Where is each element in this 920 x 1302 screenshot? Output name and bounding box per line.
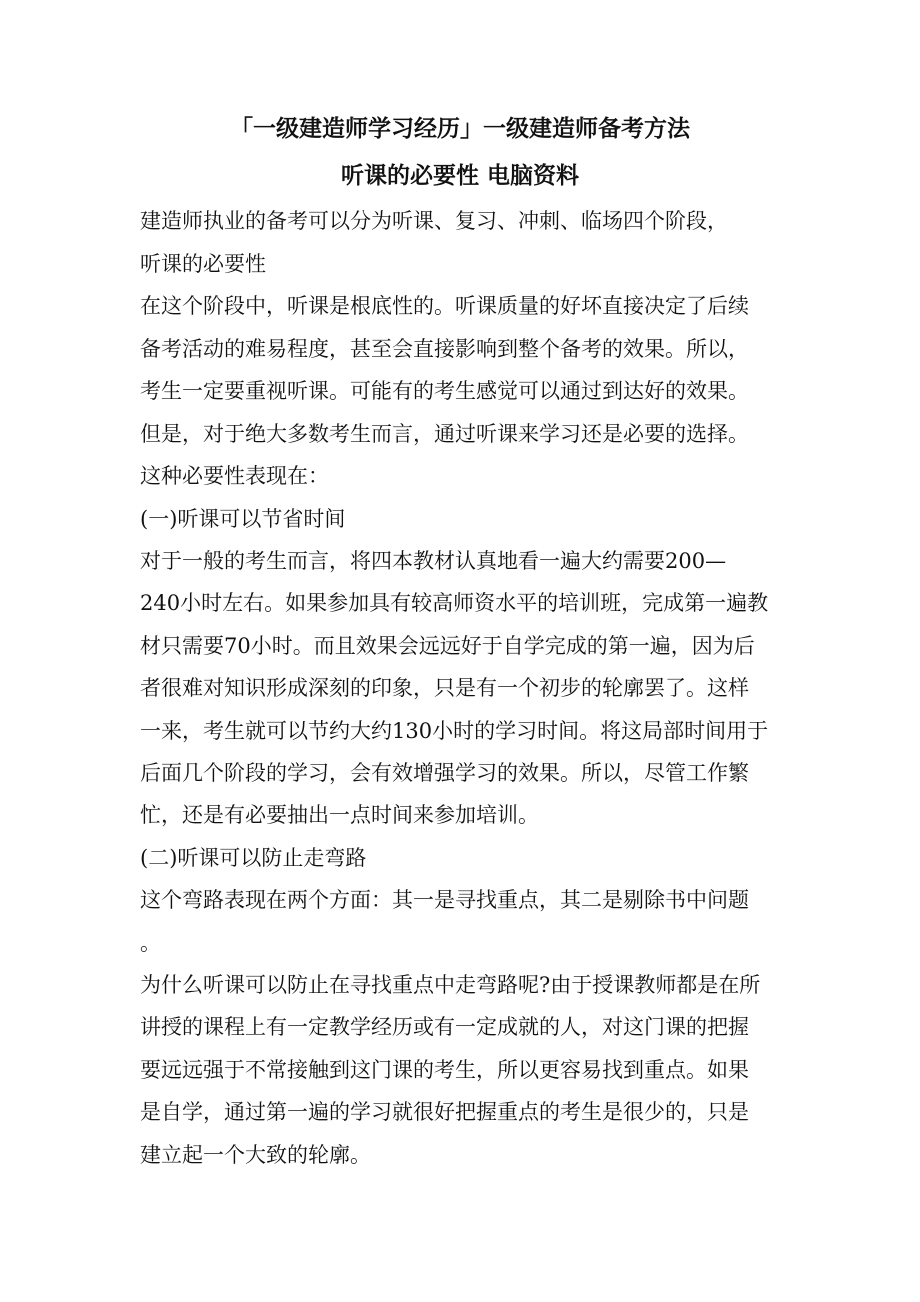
body-line: 后面几个阶段的学习，会有效增强学习的效果。所以，尽管工作繁 [140, 761, 749, 785]
body-line: 建造师执业的备考可以分为听课、复习、冲刺、临场四个阶段， [140, 209, 728, 233]
section-heading: (二)听课可以防止走弯路 [140, 846, 367, 870]
body-line: 是自学，通过第一遍的学习就很好把握重点的考生是很少的，只是 [140, 1100, 749, 1124]
body-line: 这种必要性表现在： [140, 464, 329, 488]
body-line: 建立起一个大致的轮廓。 [140, 1143, 371, 1167]
body-line: 备考活动的难易程度，甚至会直接影响到整个备考的效果。所以， [140, 337, 749, 361]
body-line: 材只需要70小时。而且效果会远远好于自学完成的第一遍，因为后 [140, 634, 755, 658]
body-line: 一来，考生就可以节约大约130小时的学习时间。将这局部时间用于 [140, 719, 769, 743]
body-line: 者很难对知识形成深刻的印象，只是有一个初步的轮廓罢了。这样 [140, 676, 749, 700]
section-heading: (一)听课可以节省时间 [140, 507, 346, 531]
document-title-line-1: 「一级建造师学习经历」一级建造师备考方法 [230, 116, 690, 142]
body-line: 这个弯路表现在两个方面：其一是寻找重点，其二是剔除书中问题 [140, 888, 749, 912]
body-line: 但是，对于绝大多数考生而言，通过听课来学习还是必要的选择。 [140, 422, 749, 446]
body-line: 对于一般的考生而言，将四本教材认真地看一遍大约需要200— [140, 549, 727, 573]
body-line: 240小时左右。如果参加具有较高师资水平的培训班，完成第一遍教 [140, 591, 769, 615]
body-line: 。 [140, 931, 161, 955]
document-title-line-2: 听课的必要性 电脑资料 [340, 163, 579, 189]
body-line: 听课的必要性 [140, 252, 266, 276]
body-line: 为什么听课可以防止在寻找重点中走弯路呢?由于授课教师都是在所 [140, 973, 761, 997]
body-line: 考生一定要重视听课。可能有的考生感觉可以通过到达好的效果。 [140, 379, 749, 403]
body-line: 在这个阶段中，听课是根底性的。听课质量的好坏直接决定了后续 [140, 294, 749, 318]
body-line: 讲授的课程上有一定教学经历或有一定成就的人，对这门课的把握 [140, 1015, 749, 1039]
body-line: 忙，还是有必要抽出一点时间来参加培训。 [140, 803, 539, 827]
body-line: 要远远强于不常接触到这门课的考生，所以更容易找到重点。如果 [140, 1058, 749, 1082]
